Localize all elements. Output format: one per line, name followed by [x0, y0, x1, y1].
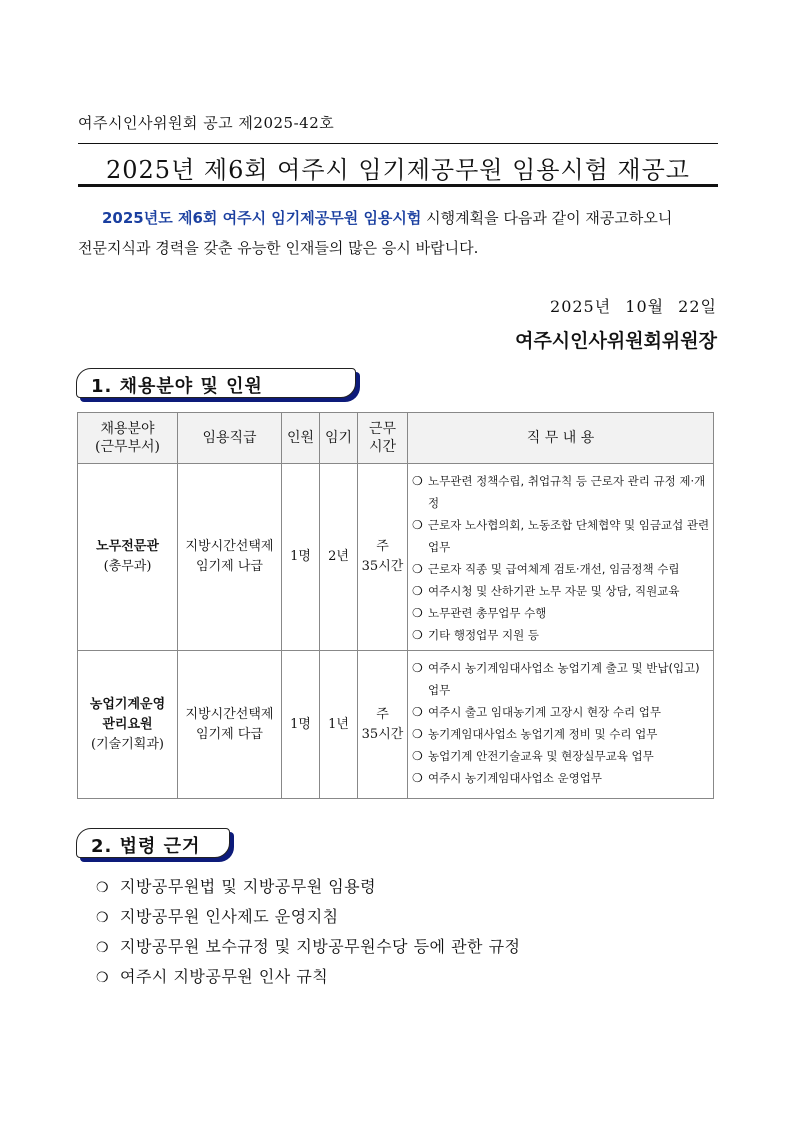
list-item: ❍ 농업기계 안전기술교육 및 현장실무교육 업무	[412, 745, 711, 767]
section-2-heading: 2. 법령 근거	[76, 828, 230, 858]
duties-cell	[408, 651, 714, 799]
list-item: ❍ 여주시 농기계임대사업소 농업기계 출고 및 반납(입고) 업무	[412, 657, 711, 701]
list-item: ❍ 여주시청 및 산하기관 노무 자문 및 상담, 직원교육	[412, 580, 711, 602]
recruitment-table	[77, 412, 714, 799]
header-hours: 근무 시간	[358, 413, 408, 464]
intro-line-2: 전문지식과 경력을 갖춘 유능한 인재들의 많은 응시 바랍니다.	[78, 239, 479, 257]
field-dept: (총무과)	[103, 559, 152, 574]
intro-line-1	[78, 203, 718, 233]
legal-basis-list	[96, 872, 521, 992]
grade-cell: 지방시간선택제 임기제 나급	[178, 464, 282, 651]
grade-cell: 지방시간선택제 임기제 다급	[178, 651, 282, 799]
header-count: 인원	[282, 413, 320, 464]
term-cell: 2년	[320, 464, 358, 651]
intro-paragraph	[78, 203, 718, 263]
field-dept: (기술기획과)	[91, 736, 164, 752]
list-item: ❍ 여주시 농기계임대사업소 운영업무	[412, 767, 711, 789]
duties-cell	[408, 464, 714, 651]
count-cell: 1명	[282, 651, 320, 799]
hours-cell: 주 35시간	[358, 464, 408, 651]
field-name: 농업기계운영	[89, 696, 166, 712]
table-row	[78, 464, 714, 651]
header-field: 채용분야 (근무부서)	[78, 413, 178, 464]
list-item: ❍ 여주시 출고 임대농기계 고장시 현장 수리 업무	[412, 701, 711, 723]
field-name: 노무전문관	[96, 539, 159, 554]
bullet-circle-icon: ❍	[96, 880, 110, 896]
list-item: ❍ 기타 행정업무 지원 등	[412, 624, 711, 646]
header-term: 임기	[320, 413, 358, 464]
table-header-row	[78, 413, 714, 464]
header-grade: 임용직급	[178, 413, 282, 464]
bullet-circle-icon: ❍	[412, 749, 423, 763]
field-name-line-2: 관리요원	[102, 716, 153, 732]
bullet-circle-icon: ❍	[412, 606, 423, 620]
page-title: 2025년 제6회 여주시 임기제공무원 임용시험 재공고	[106, 156, 690, 184]
list-item: ❍ 여주시 지방공무원 인사 규칙	[96, 962, 521, 992]
bullet-circle-icon: ❍	[412, 562, 423, 576]
bullet-circle-icon: ❍	[96, 970, 110, 986]
signer: 여주시인사위원회위원장	[515, 330, 717, 352]
bullet-circle-icon: ❍	[412, 584, 423, 598]
section-1-heading: 1. 채용분야 및 인원	[76, 368, 356, 398]
intro-highlight: 2025년도 제6회 여주시 임기제공무원 임용시험	[102, 209, 422, 227]
field-cell	[78, 651, 178, 799]
intro-line1-rest: 시행계획을 다음과 같이 재공고하오니	[421, 209, 673, 227]
bullet-circle-icon: ❍	[412, 771, 423, 785]
bullet-circle-icon: ❍	[412, 474, 423, 488]
list-item: ❍ 지방공무원법 및 지방공무원 임용령	[96, 872, 521, 902]
field-cell	[78, 464, 178, 651]
count-cell: 1명	[282, 464, 320, 651]
bullet-circle-icon: ❍	[412, 705, 423, 719]
term-cell: 1년	[320, 651, 358, 799]
hours-cell: 주 35시간	[358, 651, 408, 799]
notice-number: 여주시인사위원회 공고 제2025-42호	[78, 114, 335, 132]
notice-date: 2025년 10월 22일	[550, 297, 717, 316]
header-duties: 직 무 내 용	[408, 413, 714, 464]
list-item: ❍ 농기계임대사업소 농업기계 정비 및 수리 업무	[412, 723, 711, 745]
list-item: ❍ 지방공무원 보수규정 및 지방공무원수당 등에 관한 규정	[96, 932, 521, 962]
bullet-circle-icon: ❍	[412, 661, 423, 675]
list-item: ❍ 노무관련 총무업무 수행	[412, 602, 711, 624]
list-item: ❍ 근로자 노사협의회, 노동조합 단체협약 및 임금교섭 관련 업무	[412, 514, 711, 558]
bullet-circle-icon: ❍	[96, 940, 110, 956]
list-item: ❍ 노무관련 정책수립, 취업규칙 등 근로자 관리 규정 제·개정	[412, 470, 711, 514]
bullet-circle-icon: ❍	[96, 910, 110, 926]
bullet-circle-icon: ❍	[412, 727, 423, 741]
table-row	[78, 651, 714, 799]
title-box	[78, 143, 718, 187]
bullet-circle-icon: ❍	[412, 518, 423, 532]
list-item: ❍ 근로자 직종 및 급여체계 검토·개선, 임금정책 수립	[412, 558, 711, 580]
bullet-circle-icon: ❍	[412, 628, 423, 642]
list-item: ❍ 지방공무원 인사제도 운영지침	[96, 902, 521, 932]
